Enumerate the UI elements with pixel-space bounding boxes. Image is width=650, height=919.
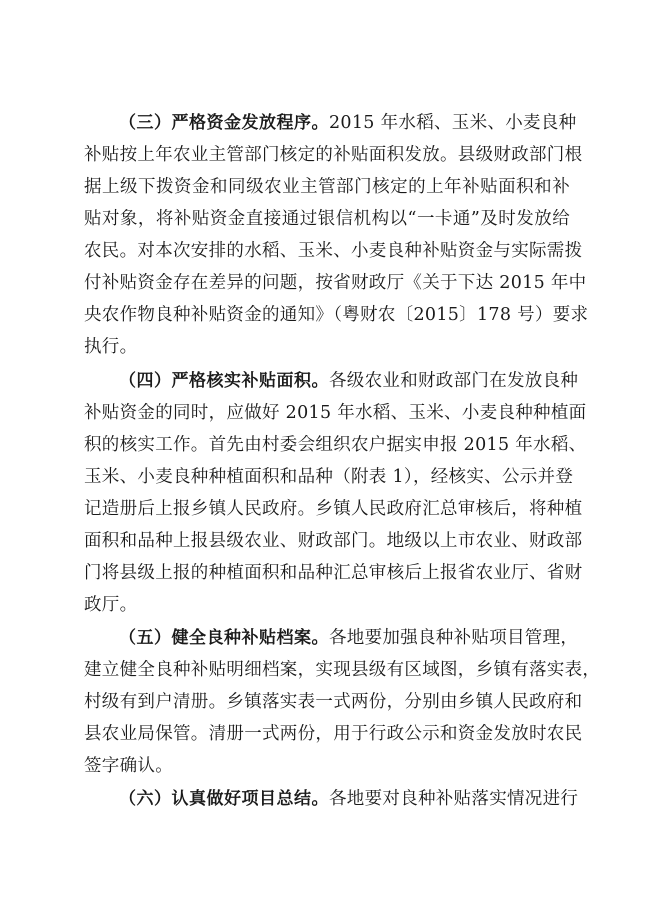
paragraph-line: 积的核实工作。首先由村委会组织农户据实申报 2015 年水稻、 bbox=[84, 435, 587, 455]
paragraph-line: 贴对象，将补贴资金直接通过银信机构以“一卡通”及时发放给 bbox=[84, 209, 570, 229]
paragraph-line: 政厅。 bbox=[84, 595, 138, 615]
paragraph-line: 县农业局保管。清册一式两份，用于行政公示和资金发放时农民 bbox=[84, 724, 583, 744]
paragraph-line: （三）严格资金发放程序。2015 年水稻、玉米、小麦良种 bbox=[119, 113, 577, 133]
paragraph-line: 执行。 bbox=[84, 337, 138, 357]
paragraph-line: 面积和品种上报县级农业、财政部门。地级以上市农业、财政部 bbox=[84, 531, 583, 551]
paragraph-line: （六）认真做好项目总结。各地要对良种补贴落实情况进行 bbox=[119, 789, 579, 809]
paragraph-line: 付补贴资金存在差异的问题，按省财政厅《关于下达 2015 年中 bbox=[84, 273, 587, 293]
paragraph-heading: （四）严格核实补贴面积。 bbox=[119, 371, 329, 391]
paragraph-line: 签字确认。 bbox=[84, 756, 173, 776]
paragraph-heading: （六）认真做好项目总结。 bbox=[119, 789, 329, 809]
paragraph-line: 建立健全良种补贴明细档案，实现县级有区域图，乡镇有落实表， bbox=[84, 660, 601, 680]
paragraph-line: 玉米、小麦良种种植面积和品种（附表 1），经核实、公示并登 bbox=[84, 467, 574, 487]
paragraph-6 bbox=[84, 783, 579, 815]
paragraph-line: 据上级下拨资金和同级农业主管部门核定的上年补贴面积和补 bbox=[84, 177, 570, 197]
paragraph-line: （五）健全良种补贴档案。各地要加强良种补贴项目管理， bbox=[119, 628, 579, 648]
paragraph-line: 补贴按上年农业主管部门核定的补贴面积发放。县级财政部门根 bbox=[84, 145, 583, 165]
paragraph-line: 央农作物良种补贴资金的通知》（粤财农〔2015〕178 号）要求 bbox=[84, 305, 589, 325]
paragraph-heading: （三）严格资金发放程序。 bbox=[119, 113, 329, 133]
paragraph-line: 记造册后上报乡镇人民政府。乡镇人民政府汇总审核后，将种植 bbox=[84, 499, 583, 519]
paragraph-line: 农民。对本次安排的水稻、玉米、小麦良种补贴资金与实际需拨 bbox=[84, 241, 583, 261]
paragraph-heading: （五）健全良种补贴档案。 bbox=[119, 628, 329, 648]
paragraph-5 bbox=[84, 622, 601, 782]
paragraph-3 bbox=[84, 107, 589, 363]
paragraph-line: 补贴资金的同时，应做好 2015 年水稻、玉米、小麦良种种植面 bbox=[84, 403, 587, 423]
paragraph-line: 村级有到户清册。乡镇落实表一式两份，分别由乡镇人民政府和 bbox=[84, 692, 583, 712]
paragraph-4 bbox=[84, 365, 587, 621]
paragraph-line: （四）严格核实补贴面积。各级农业和财政部门在发放良种 bbox=[119, 371, 579, 391]
paragraph-line: 门将县级上报的种植面积和品种汇总审核后上报省农业厅、省财 bbox=[84, 563, 583, 583]
